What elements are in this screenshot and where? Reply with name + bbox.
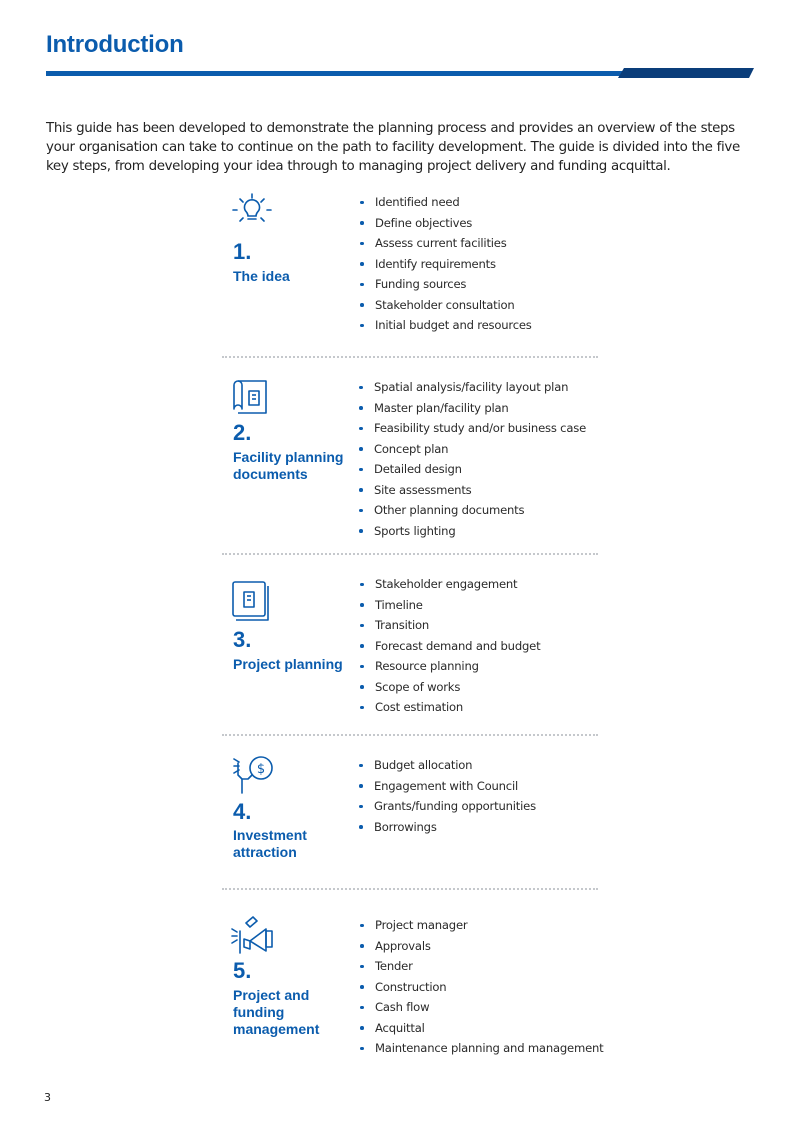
list-item: Funding sources [359, 274, 532, 295]
list-item: Other planning documents [358, 500, 586, 521]
step-checklist [358, 755, 536, 837]
list-item: Engagement with Council [358, 776, 536, 797]
step-title: Project and funding management [233, 987, 320, 1037]
list-item: Cost estimation [359, 697, 540, 718]
stacked-documents-icon [230, 580, 272, 624]
hand-dollar-icon [230, 755, 276, 795]
list-item: Grants/funding opportunities [358, 796, 536, 817]
list-item: Borrowings [358, 817, 536, 838]
list-item: Forecast demand and budget [359, 636, 540, 657]
list-item: Transition [359, 615, 540, 636]
list-item: Cash flow [359, 997, 604, 1018]
list-item: Assess current facilities [359, 233, 532, 254]
page-title: Introduction [46, 31, 184, 58]
list-item: Construction [359, 977, 604, 998]
intro-paragraph: This guide has been developed to demonstrate the planning process and provides an overview of the steps your organisation can take to continue on the path to facility development. The guide is divided into the five key steps, from developing your idea through to managing project delivery and funding acquittal. [46, 121, 740, 174]
list-item: Project manager [359, 915, 604, 936]
lightbulb-icon [230, 192, 274, 232]
list-item: Resource planning [359, 656, 540, 677]
step-checklist [358, 377, 586, 541]
title-underline [46, 68, 756, 78]
step-number: 5. [233, 958, 252, 983]
page-number: 3 [44, 1091, 51, 1104]
section-divider [222, 553, 598, 555]
list-item: Concept plan [358, 439, 586, 460]
step-title: Facility planning documents [233, 449, 344, 482]
list-item: Define objectives [359, 213, 532, 234]
step-title: The idea [233, 268, 290, 284]
step-title: Investment attraction [233, 827, 307, 860]
list-item: Feasibility study and/or business case [358, 418, 586, 439]
step-title: Project planning [233, 656, 343, 672]
list-item: Acquittal [359, 1018, 604, 1039]
svg-text:$: $ [256, 762, 266, 777]
step-number: 1. [233, 239, 252, 264]
section-divider [222, 888, 598, 890]
list-item: Site assessments [358, 480, 586, 501]
step-number: 4. [233, 799, 252, 824]
list-item: Initial budget and resources [359, 315, 532, 336]
step-checklist [359, 915, 604, 1059]
step-checklist [359, 192, 532, 336]
section-divider [222, 734, 598, 736]
list-item: Identified need [359, 192, 532, 213]
hand-megaphone-icon [230, 915, 276, 955]
list-item: Identify requirements [359, 254, 532, 275]
list-item: Approvals [359, 936, 604, 957]
list-item: Maintenance planning and management [359, 1038, 604, 1059]
section-divider [222, 356, 598, 358]
list-item: Timeline [359, 595, 540, 616]
list-item: Spatial analysis/facility layout plan [358, 377, 586, 398]
blueprint-scroll-icon [230, 379, 270, 417]
step-number: 2. [233, 420, 252, 445]
list-item: Detailed design [358, 459, 586, 480]
step-checklist [359, 574, 540, 718]
list-item: Stakeholder engagement [359, 574, 540, 595]
list-item: Scope of works [359, 677, 540, 698]
list-item: Tender [359, 956, 604, 977]
list-item: Sports lighting [358, 521, 586, 542]
list-item: Stakeholder consultation [359, 295, 532, 316]
list-item: Master plan/facility plan [358, 398, 586, 419]
step-number: 3. [233, 627, 252, 652]
list-item: Budget allocation [358, 755, 536, 776]
